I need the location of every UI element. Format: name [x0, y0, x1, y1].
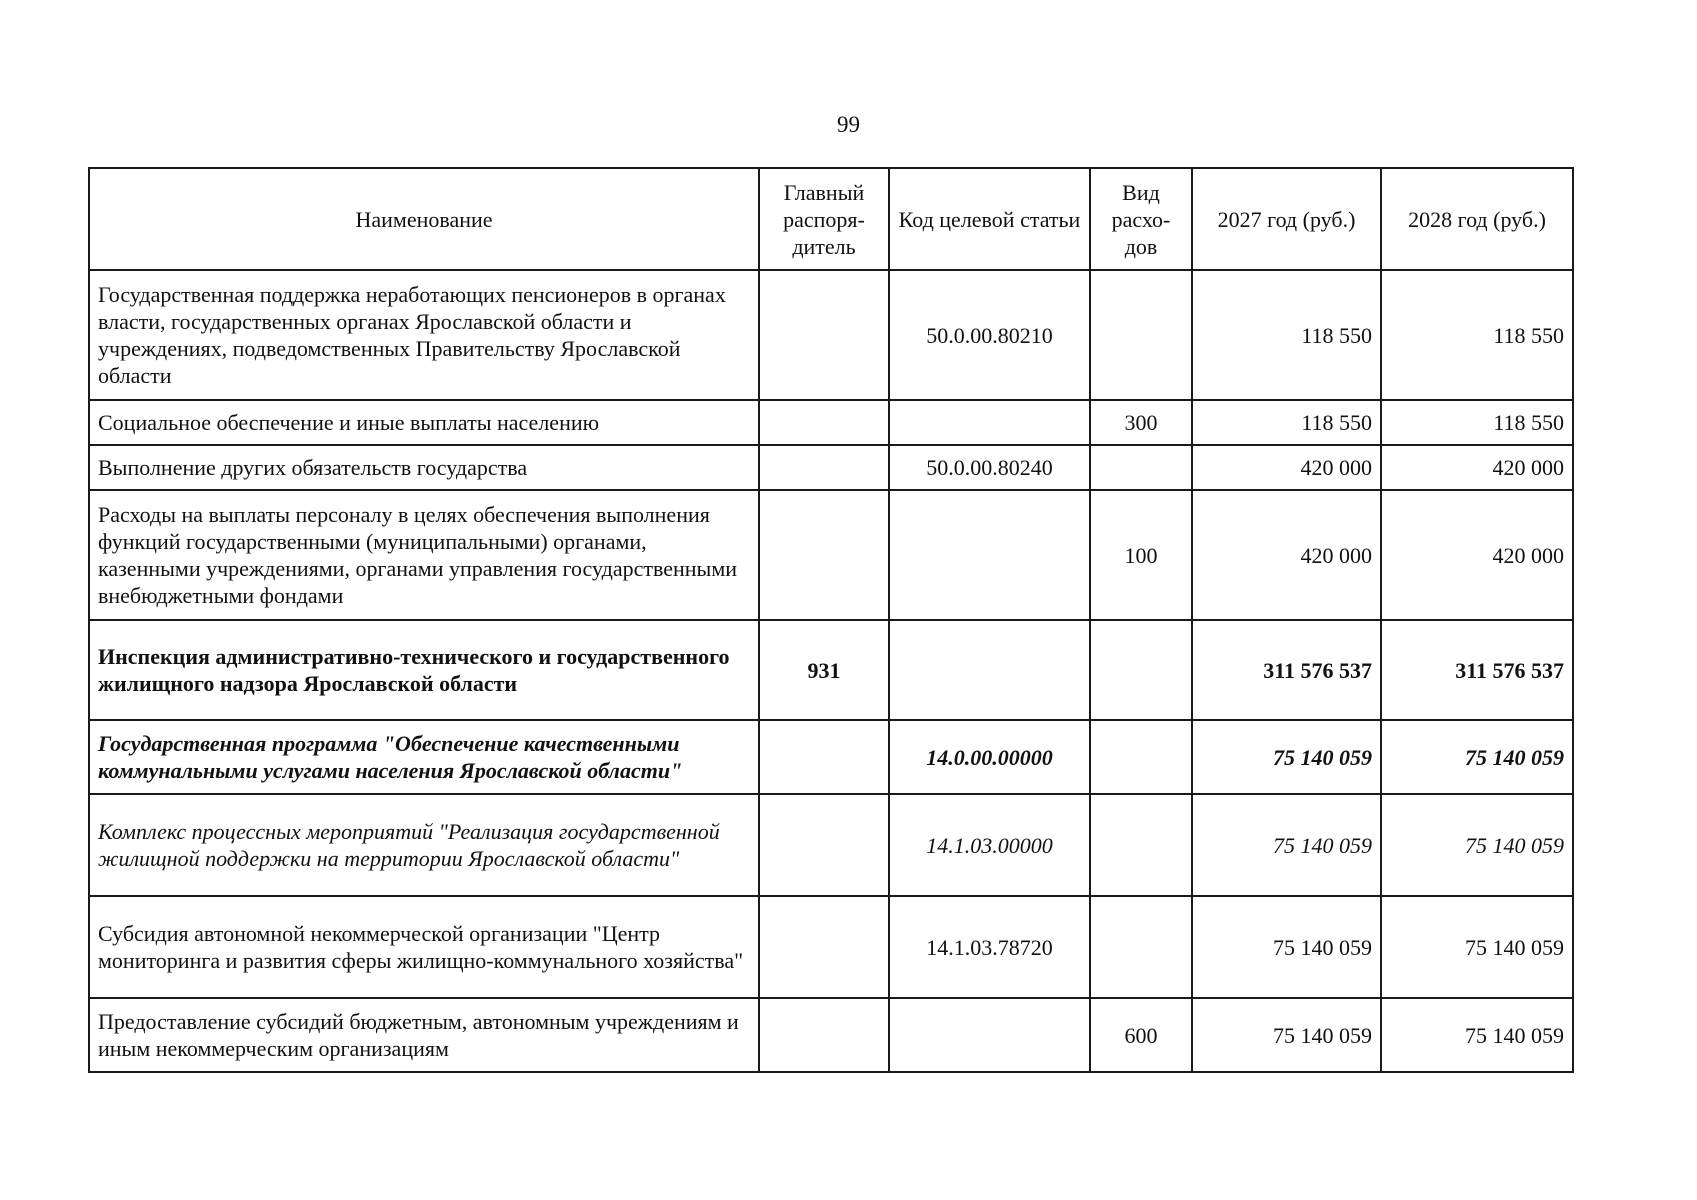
table-row [89, 896, 1573, 998]
row-type [1090, 896, 1192, 998]
row-2028: 420 000 [1381, 445, 1573, 490]
row-name: Выполнение других обязательств государства [89, 445, 759, 490]
row-name: Государственная программа "Обеспечение качественными коммунальными услугами населения Ярославской области" [89, 720, 759, 794]
table-header-row [89, 168, 1573, 270]
row-manager [759, 998, 889, 1072]
table-row [89, 720, 1573, 794]
row-type: 300 [1090, 400, 1192, 445]
row-2027: 118 550 [1192, 400, 1381, 445]
page-number: 99 [837, 112, 860, 137]
header-2028: 2028 год (руб.) [1381, 168, 1573, 270]
row-2028: 311 576 537 [1381, 620, 1573, 720]
row-type [1090, 794, 1192, 896]
row-2027: 311 576 537 [1192, 620, 1381, 720]
row-type [1090, 445, 1192, 490]
row-code [889, 998, 1090, 1072]
row-2028: 118 550 [1381, 270, 1573, 400]
row-2028: 75 140 059 [1381, 896, 1573, 998]
row-manager [759, 490, 889, 620]
row-manager [759, 794, 889, 896]
row-manager [759, 270, 889, 400]
row-manager [759, 896, 889, 998]
header-2027: 2027 год (руб.) [1192, 168, 1381, 270]
row-2027: 420 000 [1192, 490, 1381, 620]
header-manager: Главный распоря-дитель [759, 168, 889, 270]
row-2028: 75 140 059 [1381, 720, 1573, 794]
row-2027: 75 140 059 [1192, 998, 1381, 1072]
row-type [1090, 620, 1192, 720]
row-code [889, 490, 1090, 620]
row-2028: 75 140 059 [1381, 794, 1573, 896]
row-type: 600 [1090, 998, 1192, 1072]
row-manager [759, 445, 889, 490]
row-name: Инспекция административно-технического и государственного жилищного надзора Ярославской области [89, 620, 759, 720]
table-row [89, 490, 1573, 620]
table-body [89, 270, 1573, 1072]
row-type: 100 [1090, 490, 1192, 620]
table-row [89, 998, 1573, 1072]
row-code: 50.0.00.80240 [889, 445, 1090, 490]
header-name: Наименование [89, 168, 759, 270]
row-code: 50.0.00.80210 [889, 270, 1090, 400]
row-name: Предоставление субсидий бюджетным, автономным учреждениям и иным некоммерческим организациям [89, 998, 759, 1072]
row-name: Расходы на выплаты персоналу в целях обеспечения выполнения функций государственными (муниципальными) органами, казенными учреждениями, органами управления государственными внебюджетными фондами [89, 490, 759, 620]
row-manager [759, 720, 889, 794]
row-2028: 75 140 059 [1381, 998, 1573, 1072]
row-manager [759, 400, 889, 445]
row-name: Социальное обеспечение и иные выплаты населению [89, 400, 759, 445]
row-name: Государственная поддержка неработающих пенсионеров в органах власти, государственных органах Ярославской области и учреждениях, подведомственных Правительству Ярославской области [89, 270, 759, 400]
table-row [89, 445, 1573, 490]
header-type: Вид расхо-дов [1090, 168, 1192, 270]
table-row [89, 400, 1573, 445]
row-2027: 118 550 [1192, 270, 1381, 400]
row-name: Субсидия автономной некоммерческой организации "Центр мониторинга и развития сферы жилищно-коммунального хозяйства" [89, 896, 759, 998]
row-type [1090, 720, 1192, 794]
row-code [889, 400, 1090, 445]
row-code: 14.0.00.00000 [889, 720, 1090, 794]
row-2027: 75 140 059 [1192, 896, 1381, 998]
table-row [89, 620, 1573, 720]
row-2027: 75 140 059 [1192, 794, 1381, 896]
row-code [889, 620, 1090, 720]
row-2027: 420 000 [1192, 445, 1381, 490]
row-2028: 118 550 [1381, 400, 1573, 445]
table-row [89, 794, 1573, 896]
header-code: Код целевой статьи [889, 168, 1090, 270]
row-code: 14.1.03.00000 [889, 794, 1090, 896]
budget-table [88, 167, 1574, 1073]
row-2027: 75 140 059 [1192, 720, 1381, 794]
row-name: Комплекс процессных мероприятий "Реализация государственной жилищной поддержки на территории Ярославской области" [89, 794, 759, 896]
table-row [89, 270, 1573, 400]
row-type [1090, 270, 1192, 400]
row-code: 14.1.03.78720 [889, 896, 1090, 998]
row-2028: 420 000 [1381, 490, 1573, 620]
row-manager: 931 [759, 620, 889, 720]
